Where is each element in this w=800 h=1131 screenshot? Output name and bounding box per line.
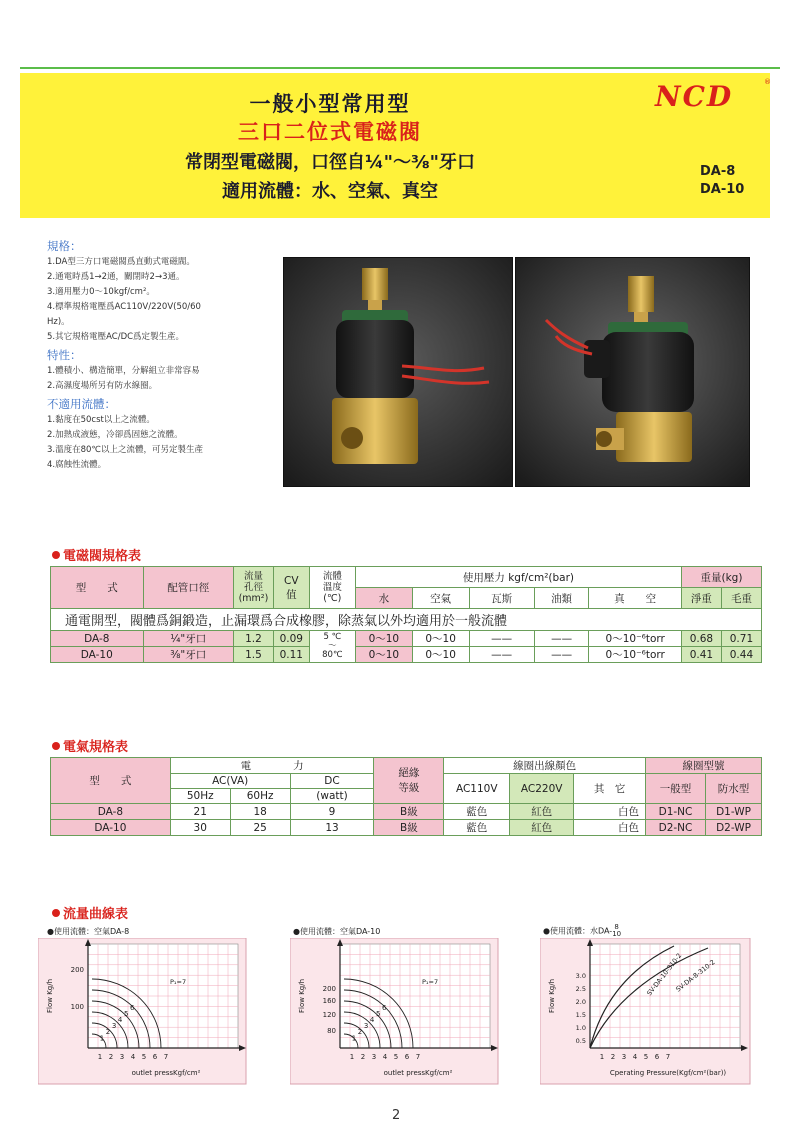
title-line-3: 常閉型電磁閥，口徑自¼"～⅜"牙口: [184, 152, 476, 173]
x-tick-label: 6: [152, 1053, 158, 1061]
cell-ac220: 紅色: [510, 820, 574, 836]
cell-net: 0.41: [681, 647, 721, 663]
cell-water: 0～10: [355, 647, 412, 663]
flow-chart-water: [540, 938, 752, 1086]
unsuitable-heading: 不適用流體：: [47, 397, 116, 411]
cell-ac110: 藍色: [444, 804, 510, 820]
col-header-wire-color: 線圈出線顏色: [444, 758, 646, 774]
col-header-weight: 重量(kg): [681, 567, 761, 588]
cell-bore: 1.5: [233, 647, 273, 663]
curve-label: 3: [363, 1022, 369, 1031]
cell-60hz: 18: [230, 804, 290, 820]
table-row: [51, 647, 762, 663]
col-header-general: 一般型: [646, 774, 706, 804]
curve-label: 5: [123, 1010, 129, 1019]
col-header-50hz: 50Hz: [170, 789, 230, 804]
y-axis-label: Flow Kg/h: [46, 978, 54, 1014]
x-tick-label: 5: [643, 1053, 649, 1061]
unsuitable-item: 2.加熱成液態，冷卻爲固態之流體。: [47, 430, 183, 440]
product-photo-side: [515, 257, 750, 487]
flow-chart-air-da8: [38, 938, 248, 1086]
col-header-vacuum: 真 空: [589, 588, 682, 609]
electrical-spec-table: [50, 757, 762, 836]
x-axis-label: outlet pressKgf/cm²: [131, 1069, 201, 1077]
cell-other: 白色: [574, 820, 646, 836]
table-row: [51, 804, 762, 820]
unsuitable-item: 1.黏度在50cst以上之流體。: [47, 415, 155, 425]
x-tick-label: 3: [119, 1053, 125, 1061]
cell-ac220: 紅色: [510, 804, 574, 820]
spec-item: 2.通電時爲1→2通，關閉時2→3通。: [47, 272, 185, 282]
x-tick-label: 3: [371, 1053, 377, 1061]
table-note: 通電開型，閥體爲銅鍛造，止漏環爲合成橡膠，除蒸氣以外均適用於一般流體: [51, 609, 762, 631]
x-tick-label: 4: [382, 1053, 388, 1061]
col-header-waterproof: 防水型: [705, 774, 761, 804]
valve-table-title: 電磁閥規格表: [52, 545, 141, 564]
col-header-bore: 流量 孔徑 (mm²): [233, 567, 273, 609]
col-header-coil: 線圈型號: [646, 758, 762, 774]
spec-heading: 規格：: [47, 239, 82, 253]
cell-other: 白色: [574, 804, 646, 820]
x-tick-label: 5: [393, 1053, 399, 1061]
curve-label: 4: [117, 1016, 123, 1025]
model-label: DA-10: [700, 182, 745, 197]
x-tick-label: 6: [404, 1053, 410, 1061]
flow-chart-air-da10: [290, 938, 500, 1086]
x-tick-label: 2: [610, 1053, 616, 1061]
page-number: 2: [392, 1108, 401, 1123]
y-tick-label: 80: [327, 1027, 336, 1035]
x-tick-label: 7: [163, 1053, 169, 1061]
p1-label: P₁=7: [170, 978, 187, 986]
cell-cv: 0.11: [273, 647, 309, 663]
col-header-ac110: AC110V: [444, 774, 510, 804]
top-rule: [20, 67, 780, 69]
cell-gas: ——: [469, 631, 534, 647]
cell-waterproof: D2-WP: [705, 820, 761, 836]
y-tick-label: 1.0: [575, 1024, 586, 1032]
curve-label: 1: [99, 1034, 105, 1043]
x-tick-label: 2: [108, 1053, 114, 1061]
curve-label: 4: [369, 1016, 375, 1025]
col-header-ac220: AC220V: [510, 774, 574, 804]
elec-table-title: 電氣規格表: [52, 736, 128, 755]
spec-list: [47, 236, 277, 473]
y-tick-label: 160: [322, 997, 336, 1005]
y-axis-label: Flow Kg/h: [298, 978, 306, 1014]
col-header-pressure: 使用壓力 kgf/cm²(bar): [355, 567, 681, 588]
p1-label: P₁=7: [422, 978, 439, 986]
cell-model: DA-8: [51, 804, 171, 820]
cell-air: 0～10: [412, 647, 469, 663]
x-tick-label: 1: [349, 1053, 355, 1061]
spec-item: 1.DA型三方口電磁閥爲直動式電磁閥。: [47, 257, 195, 267]
flow-section-title: 流量曲線表: [52, 903, 128, 922]
y-axis-label: Flow Kg/h: [548, 978, 556, 1014]
valve-spec-table: [50, 566, 762, 663]
x-tick-label: 4: [632, 1053, 638, 1061]
cell-ac110: 藍色: [444, 820, 510, 836]
x-tick-label: 3: [621, 1053, 627, 1061]
x-axis-label: outlet pressKgf/cm²: [383, 1069, 453, 1077]
y-tick-label: 0.5: [575, 1037, 586, 1045]
col-header-type: 型 式: [51, 758, 171, 804]
x-axis-label: Cperating Pressure(Kgf/cm²(bar)): [609, 1069, 727, 1077]
features-heading: 特性：: [47, 348, 82, 362]
series-label: SV-DA-10-310-2: [645, 951, 684, 998]
spec-item: 5.其它規格電壓AC/DC爲定製生產。: [47, 332, 185, 342]
spec-item: 4.標準規格電壓爲AC110V/220V(50/60: [47, 302, 201, 312]
cell-bore: 1.2: [233, 631, 273, 647]
spec-item: 3.適用壓力0～10kgf/cm²。: [47, 287, 155, 297]
col-header-60hz: 60Hz: [230, 789, 290, 804]
spec-item: Hz)。: [47, 317, 70, 327]
y-tick-label: 2.0: [575, 998, 586, 1006]
cell-vacuum: 0～10⁻⁶torr: [589, 647, 682, 663]
cell-pipe: ¼"牙口: [143, 631, 233, 647]
col-header-type: 型 式: [51, 567, 144, 609]
model-label: DA-8: [700, 164, 736, 179]
y-tick-label: 200: [70, 966, 84, 974]
cell-water: 0～10: [355, 631, 412, 647]
curve-label: 2: [105, 1028, 111, 1037]
col-header-dc: DC: [290, 774, 374, 789]
cell-oil: ——: [534, 647, 589, 663]
table-row: [51, 631, 762, 647]
cell-50hz: 30: [170, 820, 230, 836]
col-header-ac: AC(VA): [170, 774, 290, 789]
registered-mark: ®: [764, 78, 771, 86]
col-header-watt: (watt): [290, 789, 374, 804]
curve-label: 6: [130, 1003, 135, 1012]
col-header-temp: 流體 溫度 (℃): [309, 567, 355, 609]
col-header-net: 淨重: [681, 588, 721, 609]
chart-caption: ●使用流體：空氣DA-8: [47, 927, 130, 936]
series-label: SV-DA-8-310-2: [674, 958, 717, 994]
y-tick-label: 200: [322, 985, 336, 993]
x-tick-label: 6: [654, 1053, 660, 1061]
x-tick-label: 5: [141, 1053, 147, 1061]
cell-oil: ——: [534, 631, 589, 647]
cell-60hz: 25: [230, 820, 290, 836]
ncd-logo: NCD: [655, 80, 734, 113]
cell-dc: 9: [290, 804, 374, 820]
curve-label: 2: [357, 1028, 363, 1037]
cell-waterproof: D1-WP: [705, 804, 761, 820]
curve-label: 6: [382, 1003, 387, 1012]
y-tick-label: 2.5: [575, 985, 586, 993]
y-tick-label: 3.0: [575, 972, 586, 980]
y-tick-label: 120: [322, 1011, 336, 1019]
curve-label: 1: [351, 1034, 357, 1043]
x-tick-label: 1: [97, 1053, 103, 1061]
col-header-insulation: 絕緣 等級: [374, 758, 444, 804]
col-header-oil: 油類: [534, 588, 589, 609]
cell-model: DA-10: [51, 647, 144, 663]
unsuitable-item: 3.溫度在80℃以上之流體，可另定製生產: [47, 445, 203, 455]
cell-model: DA-8: [51, 631, 144, 647]
cell-temp: 5 ℃ ～ 80℃: [309, 631, 355, 663]
chart-caption: ●使用流體：空氣DA-10: [293, 927, 381, 936]
chart-caption: ●使用流體：水DA- 8 10: [543, 923, 622, 938]
cell-gross: 0.44: [721, 647, 761, 663]
title-line-1: 一般小型常用型: [249, 92, 411, 116]
col-header-air: 空氣: [412, 588, 469, 609]
cell-dc: 13: [290, 820, 374, 836]
cell-model: DA-10: [51, 820, 171, 836]
x-tick-label: 7: [415, 1053, 421, 1061]
cell-general: D1-NC: [646, 804, 706, 820]
x-tick-label: 4: [130, 1053, 136, 1061]
cell-net: 0.68: [681, 631, 721, 647]
table-row: [51, 820, 762, 836]
col-header-pipe: 配管口徑: [143, 567, 233, 609]
cell-general: D2-NC: [646, 820, 706, 836]
col-header-gross: 毛重: [721, 588, 761, 609]
feature-item: 2.高濕度場所另有防水線圈。: [47, 381, 158, 391]
product-photo-front: [283, 257, 513, 487]
curve-label: 5: [375, 1010, 381, 1019]
cell-50hz: 21: [170, 804, 230, 820]
y-tick-label: 100: [70, 1003, 84, 1011]
cell-pipe: ⅜"牙口: [143, 647, 233, 663]
title-line-4: 適用流體：水、空氣、真空: [222, 181, 438, 202]
x-tick-label: 1: [599, 1053, 605, 1061]
cell-gas: ——: [469, 647, 534, 663]
cell-cv: 0.09: [273, 631, 309, 647]
col-header-cv: CV 值: [273, 567, 309, 609]
x-tick-label: 2: [360, 1053, 366, 1061]
cell-vacuum: 0～10⁻⁶torr: [589, 631, 682, 647]
col-header-gas: 瓦斯: [469, 588, 534, 609]
cell-gross: 0.71: [721, 631, 761, 647]
unsuitable-item: 4.腐蝕性流體。: [47, 460, 107, 470]
x-tick-label: 7: [665, 1053, 671, 1061]
curve-label: 3: [111, 1022, 117, 1031]
title-line-2: 三口二位式電磁閥: [238, 120, 422, 144]
cell-insulation: B級: [374, 820, 444, 836]
cell-air: 0～10: [412, 631, 469, 647]
col-header-power: 電 力: [170, 758, 374, 774]
col-header-other: 其 它: [574, 774, 646, 804]
col-header-water: 水: [355, 588, 412, 609]
cell-insulation: B級: [374, 804, 444, 820]
feature-item: 1.體積小、構造簡單，分解組立非常容易: [47, 366, 200, 376]
y-tick-label: 1.5: [575, 1011, 586, 1019]
